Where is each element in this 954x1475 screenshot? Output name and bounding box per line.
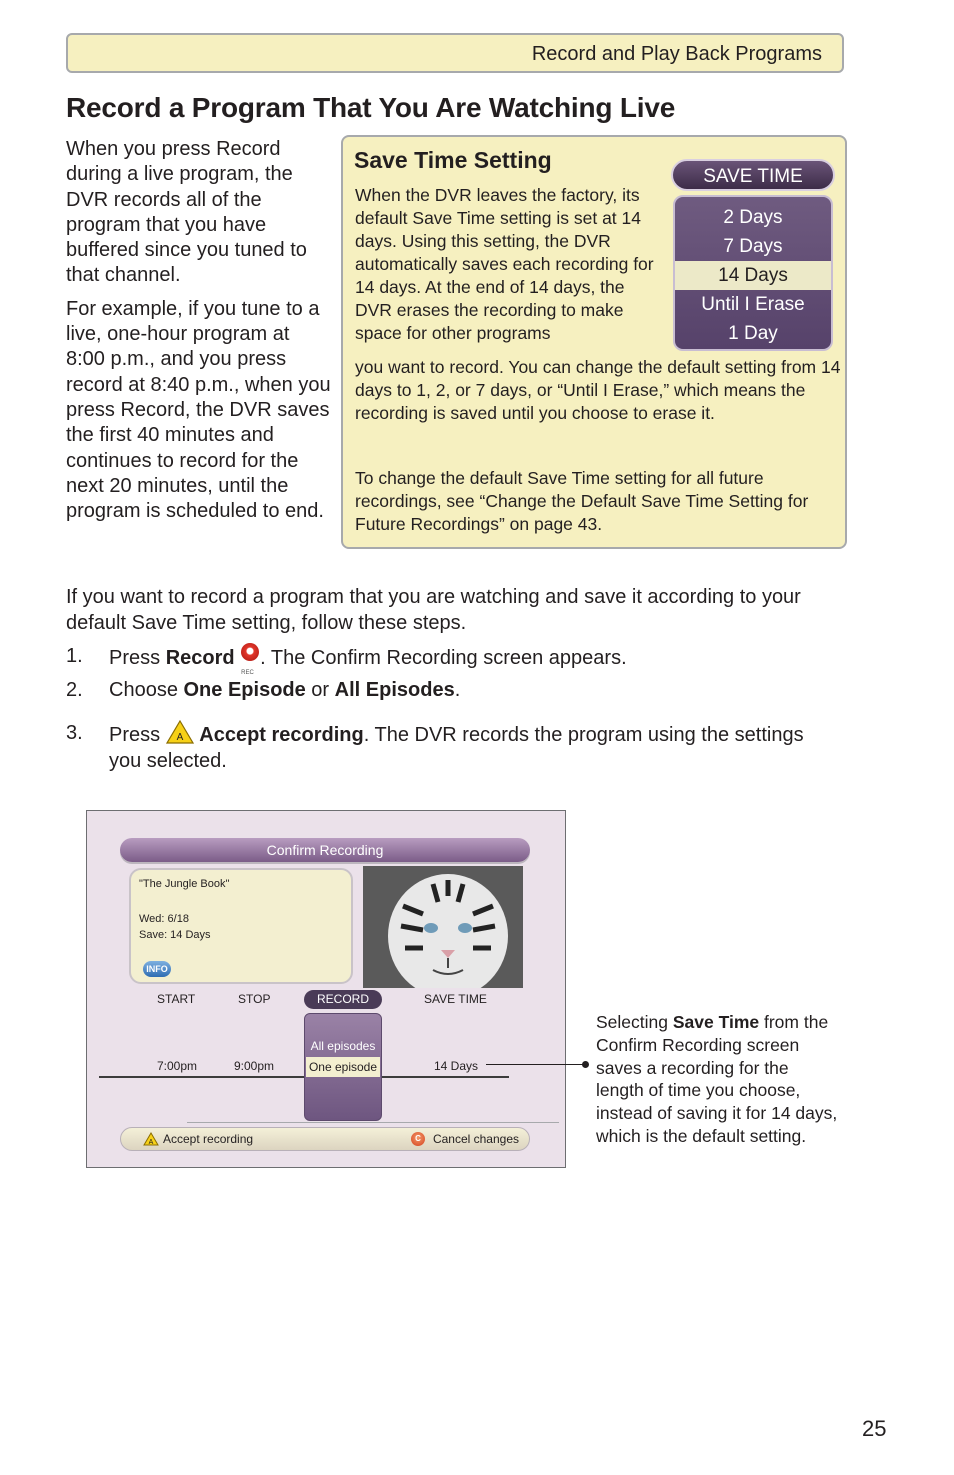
a-button-icon <box>143 1132 159 1146</box>
body-paragraph-1: When you press Record during a live program, the DVR records all of the program that you have buffered since you tuned to that channel. <box>66 138 307 287</box>
c-button-icon: C <box>411 1132 425 1146</box>
save-time-widget-header: SAVE TIME <box>671 159 835 191</box>
accept-recording-button[interactable]: Accept recording <box>163 1132 254 1146</box>
save-time-option: 1 Day <box>728 323 778 344</box>
option-all-episodes[interactable]: All episodes <box>310 1039 376 1053</box>
step-bold: All Episodes <box>334 679 455 701</box>
callout-text: Selecting Save Time from the Confirm Recording screen saves a recording for the length of time you choose, instead of saving it for 14 days, which is the default setting. <box>596 1012 838 1146</box>
action-bar <box>120 1127 530 1151</box>
record-episode-dropdown[interactable] <box>304 1013 382 1121</box>
column-save-time: SAVE TIME <box>424 992 487 1006</box>
callout-leader-line <box>486 1064 588 1065</box>
a-button-icon <box>166 720 194 744</box>
step-number: 1. <box>66 645 83 667</box>
save-time-options-list <box>673 195 833 351</box>
step-bold: Record <box>165 647 235 669</box>
record-button-icon <box>240 643 260 676</box>
callout-bold: Save Time <box>672 1012 760 1032</box>
column-stop: STOP <box>238 992 271 1006</box>
sidebar-paragraph-3: To change the default Save Time setting for all future recordings, see “Change the Default Save Time Setting for Future Recordings” on page 43. <box>355 468 809 534</box>
program-info-card <box>129 868 353 984</box>
sidebar-title: Save Time Setting <box>354 147 552 173</box>
save-time-value[interactable]: 14 Days <box>434 1059 479 1073</box>
option-one-episode[interactable]: One episode <box>306 1057 380 1077</box>
divider-line <box>187 1122 559 1123</box>
step-2: 2. Choose One Episode or All Episodes. <box>66 679 461 701</box>
cancel-changes-button[interactable]: Cancel changes <box>432 1132 519 1146</box>
section-header-band <box>66 33 844 73</box>
row-line-right <box>382 1076 509 1078</box>
a-icon-label: A <box>148 1139 154 1146</box>
info-button-icon[interactable]: INFO <box>143 961 171 977</box>
callout-leader-dot <box>582 1061 589 1068</box>
save-time-option: 2 Days <box>723 207 783 228</box>
confirm-recording-title-bar: Confirm Recording <box>120 838 530 862</box>
program-save-time: Save: 14 Days <box>139 929 211 941</box>
step-number: 2. <box>66 679 83 701</box>
record-icon-label: REC <box>241 670 254 676</box>
program-title: "The Jungle Book" <box>139 878 230 890</box>
step-3: 3. Press A Accept recording. The DVR records the program using the settings you selected. <box>66 722 804 772</box>
sidebar-paragraph-1: When the DVR leaves the factory, its default Save Time setting is set at 14 days. Using this setting, the DVR automatically saves each recording for 14 days. At the end of 14 days, the DVR erases the recording to make space for other programs <box>355 185 654 343</box>
start-time[interactable]: 7:00pm <box>157 1059 198 1073</box>
save-time-option: 7 Days <box>723 236 783 257</box>
a-icon-label: A <box>176 732 184 743</box>
page-number: 25 <box>862 1416 887 1441</box>
stop-time[interactable]: 9:00pm <box>234 1059 275 1073</box>
step-1 <box>66 643 866 676</box>
step-text: Press <box>109 647 166 669</box>
row-line-left <box>99 1076 304 1078</box>
program-date: Wed: 6/18 <box>139 913 189 925</box>
step-text: . The Confirm Recording screen appears. <box>260 647 627 669</box>
step-number: 3. <box>66 722 83 744</box>
sidebar-paragraph-2: you want to record. You can change the default setting from 14 days to 1, 2, or 7 days, or “Until I Erase,” which means the recording is saved until you choose to erase it. <box>355 357 841 423</box>
page-title: Record a Program That You Are Watching Live <box>66 92 676 123</box>
body-paragraph-2: For example, if you tune to a live, one-hour program at 8:00 p.m., and you press record at 8:40 p.m., when you press Record, the DVR saves the first 40 minutes and continues to record for the next 20 minutes, until the program is scheduled to end. <box>66 297 331 523</box>
confirm-recording-screenshot <box>86 810 566 1168</box>
section-header-text: Record and Play Back Programs <box>531 43 822 65</box>
step-bold: One Episode <box>183 679 306 701</box>
save-time-option-selected: 14 Days <box>675 261 831 290</box>
column-record: RECORD <box>304 990 382 1009</box>
save-time-option: Until I Erase <box>701 294 805 315</box>
body-column <box>66 137 332 532</box>
steps-intro: If you want to record a program that you are watching and save it according to your default Save Time setting, follow these steps. <box>66 586 801 634</box>
tiger-photo <box>363 866 523 988</box>
save-time-sidebar <box>341 135 847 549</box>
step-bold: Accept recording <box>199 724 364 746</box>
column-start: START <box>157 992 196 1006</box>
